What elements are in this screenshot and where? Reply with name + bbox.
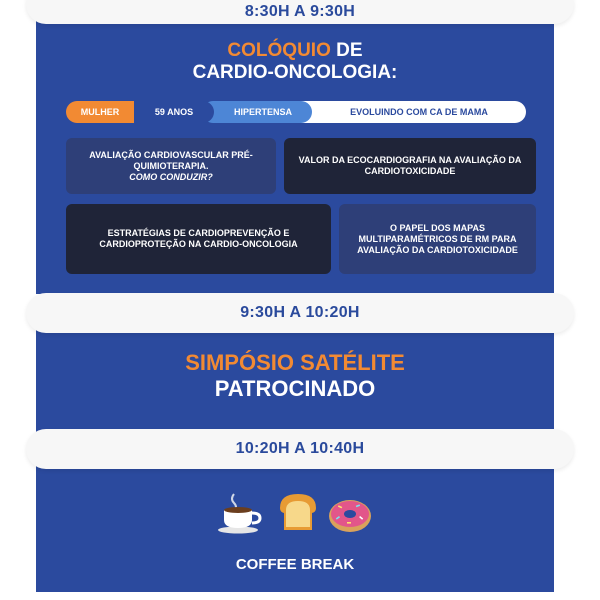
- card-echo-text: VALOR DA ECOCARDIOGRAFIA NA AVALIAÇÃO DA CARDIOTOXICIDADE: [298, 155, 522, 176]
- card-mri-text: O PAPEL DOS MAPAS MULTIPARAMÉTRICOS DE RM PARA AVALIAÇÃO DA CARDIOTOXICIDADE: [357, 222, 518, 255]
- time-bar-3: [26, 429, 574, 469]
- simposio-line2: PATROCINADO: [214, 376, 376, 401]
- card-pre-chemo: [66, 138, 276, 194]
- card-strategies: [66, 204, 331, 274]
- patient-tags: [66, 101, 526, 123]
- card-strategies-text: ESTRATÉGIAS DE CARDIOPREVENÇÃO E CARDIOPROTEÇÃO NA CARDIO-ONCOLOGIA: [99, 228, 298, 249]
- time-bar-1-label: 8:30H A 9:30H: [244, 3, 356, 20]
- coffee-break-label: COFFEE BREAK: [235, 556, 355, 573]
- bread-icon: [274, 490, 322, 534]
- tag-gender: MULHER: [66, 101, 134, 123]
- time-bar-1: [26, 0, 574, 24]
- coloquio-title-line2: CARDIO-ONCOLOGIA:: [192, 62, 398, 83]
- card-echo: [284, 138, 536, 194]
- donut-icon: [326, 490, 374, 534]
- simposio-panel: [36, 318, 554, 440]
- time-bar-3-label: 10:20H A 10:40H: [235, 440, 365, 457]
- coffee-cup-icon: [216, 490, 270, 534]
- time-bar-2: [26, 293, 574, 333]
- card-pre-chemo-subtext: COMO CONDUZIR?: [129, 171, 213, 182]
- tag-condition: HIPERTENSA: [202, 101, 312, 123]
- coffee-panel: [36, 452, 554, 592]
- card-mri: [339, 204, 536, 274]
- coffee-icons: [36, 490, 554, 534]
- tag-age: 59 ANOS: [124, 101, 214, 123]
- time-bar-2-label: 9:30H A 10:20H: [240, 304, 360, 321]
- simposio-line1: SIMPÓSIO SATÉLITE: [185, 350, 405, 375]
- tag-diagnosis: EVOLUINDO COM CA DE MAMA: [298, 101, 526, 123]
- coloquio-title-rest: DE: [330, 40, 363, 61]
- coloquio-panel: [36, 18, 554, 294]
- coloquio-title-highlight: COLÓQUIO: [227, 40, 331, 61]
- coloquio-title: [36, 40, 554, 84]
- card-pre-chemo-text: AVALIAÇÃO CARDIOVASCULAR PRÉ-QUIMIOTERAPIA.: [89, 149, 253, 171]
